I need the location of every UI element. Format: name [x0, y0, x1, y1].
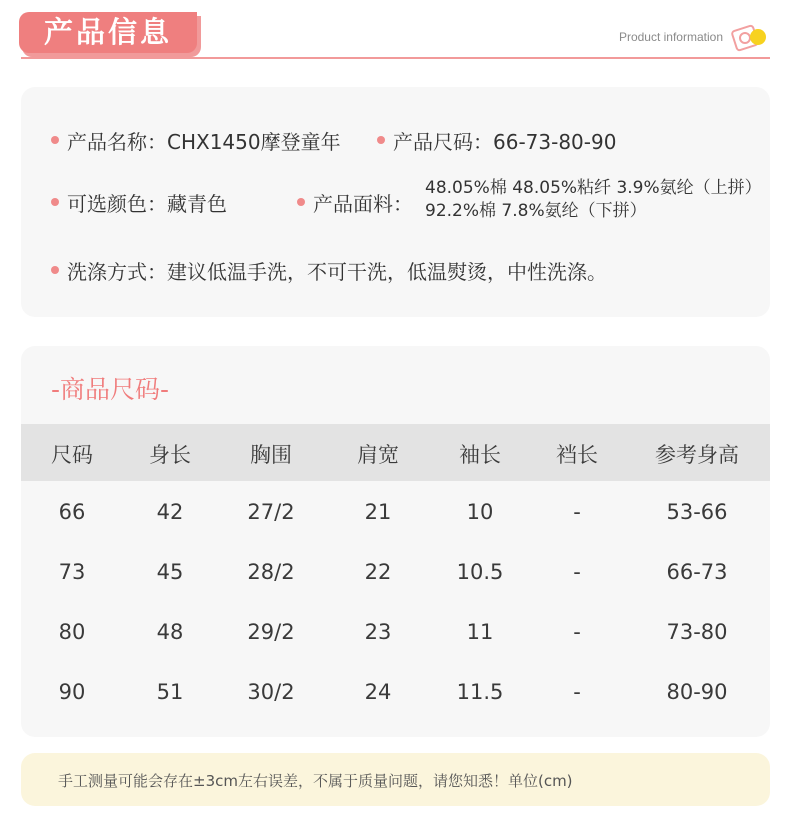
bullet-dot-icon: [377, 136, 385, 144]
table-cell: 22: [364, 560, 392, 584]
table-cell: 11: [466, 620, 494, 644]
product-size-label: 产品尺码：: [393, 130, 493, 154]
table-cell: 29/2: [247, 620, 295, 644]
table-cell: 51: [156, 680, 184, 704]
product-name-value: CHX1450摩登童年: [167, 130, 341, 154]
product-size-value: 66-73-80-90: [493, 130, 617, 154]
table-cell: -: [573, 680, 581, 704]
table-cell: 23: [364, 620, 392, 644]
table-cell: 80: [58, 620, 86, 644]
product-color-value: 藏青色: [167, 192, 227, 216]
table-cell: 30/2: [247, 680, 295, 704]
table-cell: -: [573, 560, 581, 584]
header-cell: 袖长: [459, 443, 501, 467]
header-cell: 参考身高: [655, 443, 739, 467]
size-table-header: [21, 424, 770, 481]
product-size: [393, 126, 616, 155]
bullet-dot-icon: [51, 266, 59, 274]
table-cell: -: [573, 500, 581, 524]
header-divider: [21, 57, 770, 59]
header-cell: 尺码: [51, 443, 93, 467]
table-cell: 73: [58, 560, 86, 584]
fabric-line-2: 92.2%棉 7.8%氨纶（下拼）: [425, 201, 647, 221]
header: [0, 0, 790, 62]
table-cell: 24: [364, 680, 392, 704]
table-cell: 48: [156, 620, 184, 644]
header-cell: 胸围: [250, 443, 292, 467]
table-cell: 66-73: [666, 560, 728, 584]
measurement-note-text: 手工测量可能会存在±3cm左右误差，不属于质量问题，请您知悉！单位(cm): [58, 772, 573, 790]
camera-flower-icon: [730, 20, 770, 54]
product-wash: [67, 256, 607, 285]
header-cell: 裆长: [556, 443, 598, 467]
table-cell: 45: [156, 560, 184, 584]
product-fabric-label: 产品面料：: [313, 192, 413, 216]
bullet-dot-icon: [297, 198, 305, 206]
product-wash-value: 建议低温手洗，不可干洗，低温熨烫，中性洗涤。: [167, 260, 607, 284]
table-cell: 42: [156, 500, 184, 524]
product-info-card: [21, 87, 770, 317]
header-cell: 肩宽: [357, 443, 399, 467]
bullet-dot-icon: [51, 198, 59, 206]
header-cell: 身长: [149, 443, 191, 467]
table-cell: 80-90: [666, 680, 728, 704]
table-cell: -: [573, 620, 581, 644]
header-subtitle: Product information: [618, 30, 723, 44]
product-color-label: 可选颜色：: [67, 192, 167, 216]
product-fabric-value: [425, 177, 762, 223]
table-cell: 27/2: [247, 500, 295, 524]
size-chart-card: [21, 346, 770, 737]
size-chart-title: -商品尺码-: [51, 375, 170, 404]
table-cell: 90: [58, 680, 86, 704]
table-cell: 73-80: [666, 620, 728, 644]
table-cell: 10: [466, 500, 494, 524]
product-name-label: 产品名称：: [67, 130, 167, 154]
product-wash-label: 洗涤方式：: [67, 260, 167, 284]
table-cell: 21: [364, 500, 392, 524]
table-cell: 53-66: [666, 500, 728, 524]
page-title: 产品信息: [19, 12, 197, 53]
fabric-line-1: 48.05%棉 48.05%粘纤 3.9%氨纶（上拼）: [425, 178, 762, 198]
table-cell: 28/2: [247, 560, 295, 584]
table-cell: 66: [58, 500, 86, 524]
product-name: [67, 126, 341, 155]
bullet-dot-icon: [51, 136, 59, 144]
table-cell: 11.5: [456, 680, 504, 704]
measurement-note: [21, 753, 770, 806]
table-cell: 10.5: [456, 560, 504, 584]
product-color: [67, 188, 227, 217]
